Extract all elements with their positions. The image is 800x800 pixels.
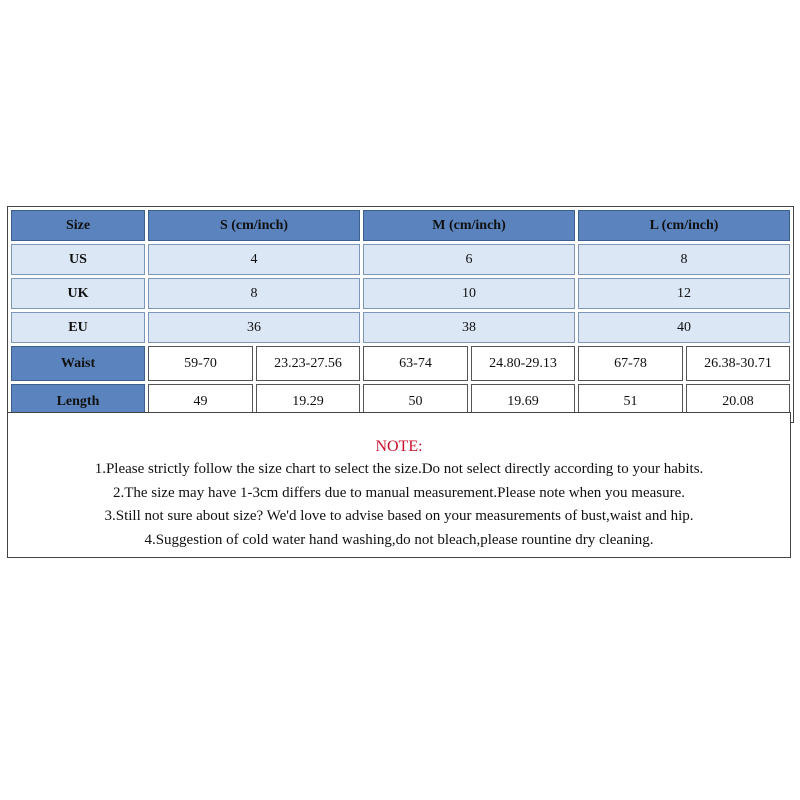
length-l-inch: 20.08 xyxy=(686,384,790,419)
waist-label: Waist xyxy=(11,346,145,381)
note-line-1: 1.Please strictly follow the size chart to select the size.Do not select directly according to your habits. xyxy=(94,461,704,477)
length-s-cm: 49 xyxy=(148,384,253,419)
size-l-header: L (cm/inch) xyxy=(578,210,790,241)
waist-m-cm: 63-74 xyxy=(363,346,468,381)
note-line-3: 3.Still not sure about size? We'd love to advise based on your measurements of bust,waist and hip. xyxy=(104,508,694,524)
waist-s-cm: 59-70 xyxy=(148,346,253,381)
waist-s-inch: 23.23-27.56 xyxy=(256,346,360,381)
uk-row xyxy=(11,278,790,309)
eu-label: EU xyxy=(11,312,145,343)
us-label: US xyxy=(11,244,145,275)
waist-row xyxy=(11,346,790,381)
eu-m-value: 38 xyxy=(363,312,575,343)
uk-l-value: 12 xyxy=(578,278,790,309)
us-m-value: 6 xyxy=(363,244,575,275)
size-header: Size xyxy=(11,210,145,241)
waist-l-inch: 26.38-30.71 xyxy=(686,346,790,381)
us-s-value: 4 xyxy=(148,244,360,275)
size-m-header: M (cm/inch) xyxy=(363,210,575,241)
note-title: NOTE: xyxy=(375,438,423,455)
uk-m-value: 10 xyxy=(363,278,575,309)
waist-l-cm: 67-78 xyxy=(578,346,683,381)
us-l-value: 8 xyxy=(578,244,790,275)
eu-row xyxy=(11,312,790,343)
notes-box xyxy=(7,412,791,558)
uk-s-value: 8 xyxy=(148,278,360,309)
length-m-inch: 19.69 xyxy=(471,384,575,419)
header-row xyxy=(11,210,790,241)
us-row xyxy=(11,244,790,275)
length-m-cm: 50 xyxy=(363,384,468,419)
waist-m-inch: 24.80-29.13 xyxy=(471,346,575,381)
note-line-2: 2.The size may have 1-3cm differs due to manual measurement.Please note when you measure. xyxy=(112,484,686,501)
uk-label: UK xyxy=(11,278,145,309)
length-l-cm: 51 xyxy=(578,384,683,419)
length-s-inch: 19.29 xyxy=(256,384,360,419)
length-label: Length xyxy=(11,384,145,419)
note-line-4: 4.Suggestion of cold water hand washing,do not bleach,please rountine dry cleaning. xyxy=(144,531,654,548)
size-chart-table xyxy=(7,206,794,423)
eu-l-value: 40 xyxy=(578,312,790,343)
size-s-header: S (cm/inch) xyxy=(148,210,360,241)
eu-s-value: 36 xyxy=(148,312,360,343)
